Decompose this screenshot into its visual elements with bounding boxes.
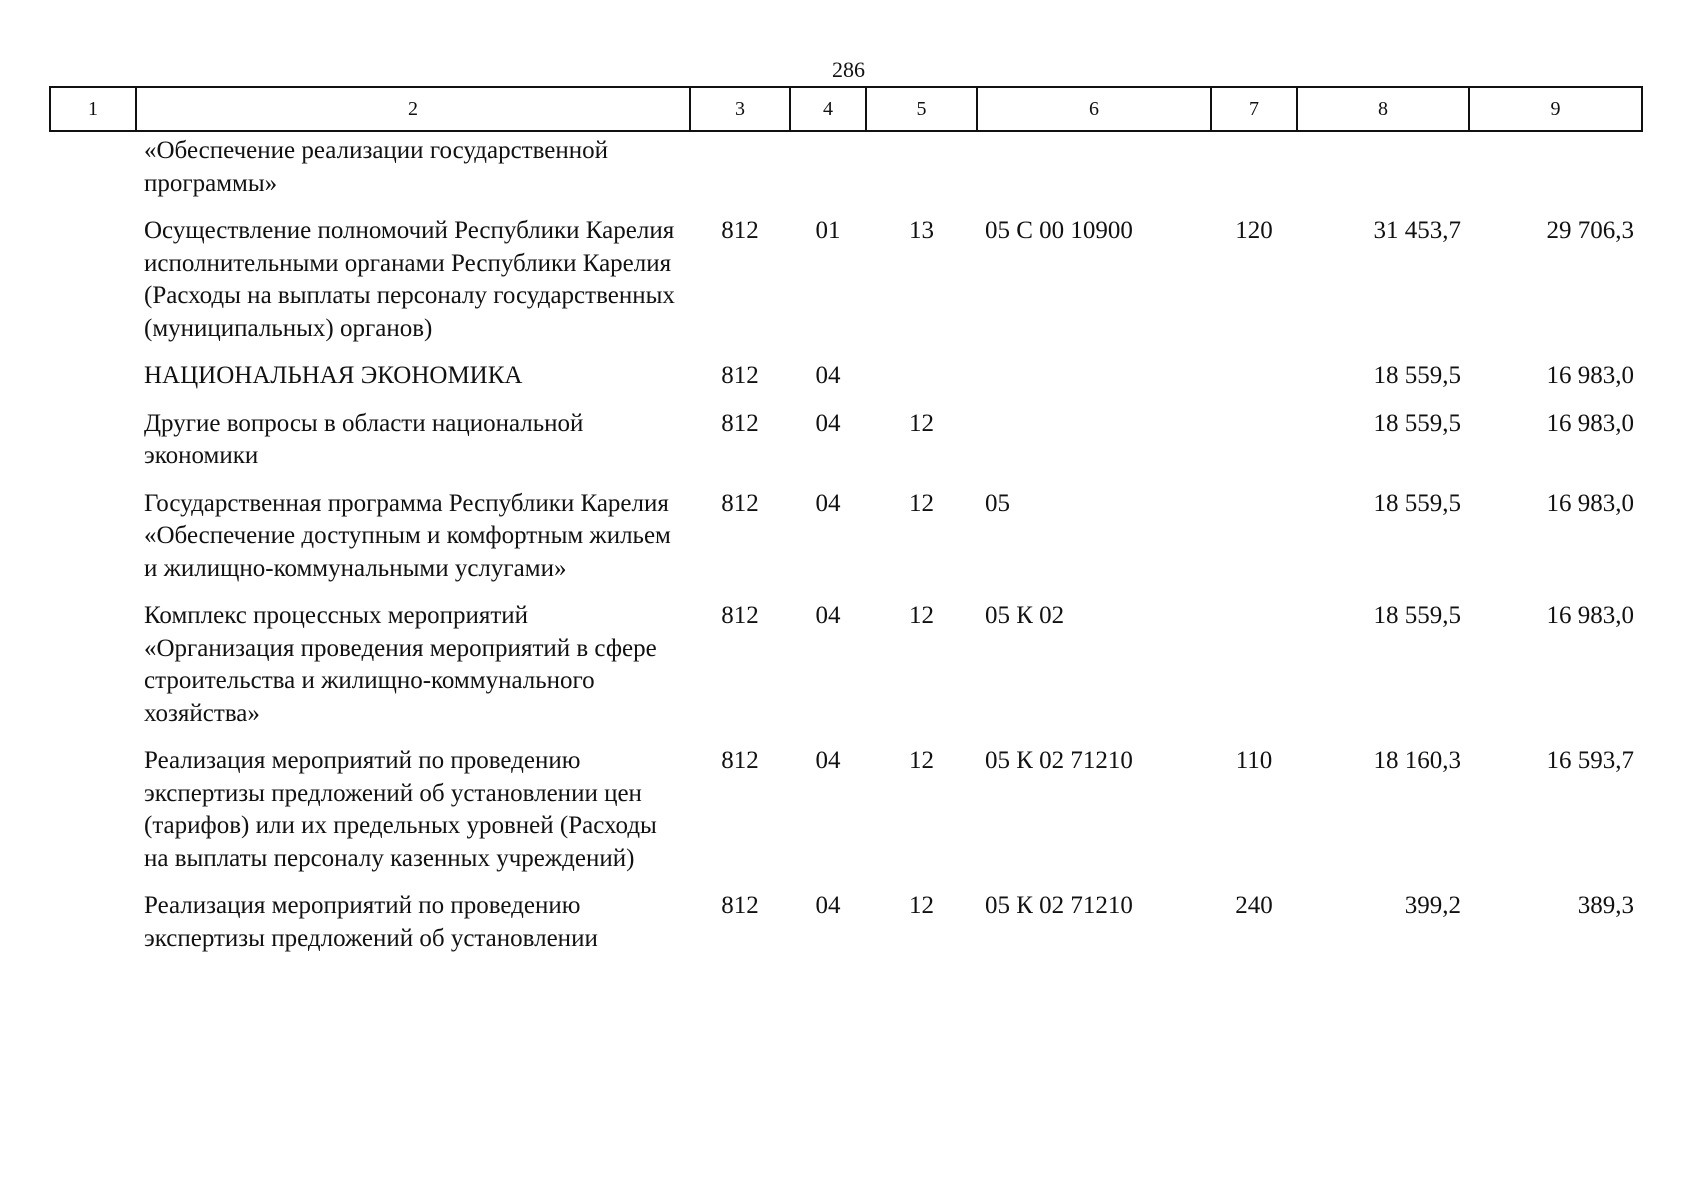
- subsection-cell: [866, 131, 977, 215]
- expense-type-cell: 240: [1235, 892, 1273, 919]
- row-number-cell: [50, 745, 136, 890]
- expense-type-cell: [1211, 408, 1297, 488]
- column-number-header: 9: [1469, 87, 1642, 131]
- amount-cell-col8: 31 453,7: [1373, 217, 1461, 244]
- target-article-cell: [977, 408, 1211, 488]
- column-number-header: 1: [50, 87, 136, 131]
- target-article-cell: 05 К 02: [985, 602, 1065, 629]
- grbs-cell: 812: [721, 489, 759, 517]
- section-cell: 04: [815, 409, 841, 437]
- row-number-cell: [50, 408, 136, 488]
- column-number-header: 8: [1297, 87, 1469, 131]
- section-cell: 01: [815, 217, 841, 244]
- target-article-cell: 05 К 02 71210: [985, 747, 1133, 774]
- column-number-header: 6: [977, 87, 1211, 131]
- column-number-header: 2: [136, 87, 690, 131]
- budget-table: [49, 86, 1643, 970]
- amount-cell-col8: [1297, 131, 1469, 215]
- grbs-cell: 812: [721, 362, 759, 389]
- amount-cell-col8: 18 559,5: [1373, 362, 1461, 389]
- amount-cell-col9: 16 983,0: [1546, 602, 1634, 629]
- page-number: 286: [832, 57, 865, 82]
- expense-name-cell: Другие вопросы в области национальной экономики: [144, 409, 584, 469]
- subsection-cell: 12: [909, 489, 934, 517]
- row-number-cell: [50, 890, 136, 970]
- amount-cell-col8: 18 160,3: [1373, 747, 1461, 774]
- amount-cell-col9: 16 593,7: [1546, 747, 1634, 774]
- amount-cell-col8: 399,2: [1404, 892, 1461, 919]
- row-number-cell: [50, 600, 136, 745]
- amount-cell-col9: 16 983,0: [1546, 409, 1634, 437]
- amount-cell-col8: 18 559,5: [1373, 409, 1461, 437]
- row-number-cell: [50, 131, 136, 215]
- subsection-cell: 12: [909, 602, 934, 629]
- expense-type-cell: [1211, 600, 1297, 745]
- subsection-cell: 12: [909, 747, 934, 774]
- table-header-row: [50, 87, 1642, 131]
- amount-cell-col8: 18 559,5: [1373, 489, 1461, 517]
- subsection-cell: 12: [909, 409, 934, 437]
- table-row: [50, 488, 1642, 601]
- expense-type-cell: 110: [1235, 747, 1273, 774]
- section-cell: 04: [815, 602, 841, 629]
- table-row: [50, 745, 1642, 890]
- expense-name-cell: Реализация мероприятий по проведению экспертизы предложений об установлении: [144, 892, 598, 952]
- amount-cell-col9: 29 706,3: [1546, 217, 1634, 244]
- column-number-header: 4: [790, 87, 866, 131]
- target-article-cell: [977, 360, 1211, 408]
- row-number-cell: [50, 360, 136, 408]
- subsection-cell: 13: [909, 217, 934, 244]
- expense-name-cell: «Обеспечение реализации государственной программы»: [144, 137, 608, 197]
- row-number-cell: [50, 215, 136, 360]
- expense-name-cell: Государственная программа Республики Карелия «Обеспечение доступным и комфортным жильем и жилищно-коммунальными услугами»: [144, 489, 671, 582]
- amount-cell-col8: 18 559,5: [1373, 602, 1461, 629]
- grbs-cell: 812: [721, 892, 759, 919]
- target-article-cell: 05 К 02 71210: [985, 892, 1133, 919]
- section-cell: 04: [815, 489, 841, 517]
- grbs-cell: 812: [721, 217, 759, 244]
- expense-name-cell: Реализация мероприятий по проведению экспертизы предложений об установлении цен (тарифов) или их предельных уровней (Расходы на выплаты персоналу казенных учреждений): [144, 747, 657, 872]
- column-number-header: 7: [1211, 87, 1297, 131]
- table-row: [50, 131, 1642, 215]
- table-row: [50, 360, 1642, 408]
- table-row: [50, 600, 1642, 745]
- amount-cell-col9: 16 983,0: [1546, 489, 1634, 517]
- amount-cell-col9: [1469, 131, 1642, 215]
- section-cell: [790, 131, 866, 215]
- section-cell: 04: [815, 362, 841, 389]
- subsection-cell: 12: [909, 892, 934, 919]
- grbs-cell: 812: [721, 747, 759, 774]
- table-row: [50, 215, 1642, 360]
- table-row: [50, 890, 1642, 970]
- target-article-cell: 05: [985, 489, 1010, 517]
- expense-name-cell: НАЦИОНАЛЬНАЯ ЭКОНОМИКА: [144, 362, 523, 389]
- target-article-cell: [977, 131, 1211, 215]
- table-row: [50, 408, 1642, 488]
- subsection-cell: [866, 360, 977, 408]
- amount-cell-col9: 16 983,0: [1546, 362, 1634, 389]
- row-number-cell: [50, 488, 136, 601]
- expense-type-cell: 120: [1235, 217, 1273, 244]
- expense-type-cell: [1211, 488, 1297, 601]
- grbs-cell: 812: [721, 602, 759, 629]
- column-number-header: 3: [690, 87, 790, 131]
- grbs-cell: [690, 131, 790, 215]
- column-number-header: 5: [866, 87, 977, 131]
- amount-cell-col9: 389,3: [1577, 892, 1634, 919]
- section-cell: 04: [815, 747, 841, 774]
- expense-name-cell: Осуществление полномочий Республики Карелия исполнительными органами Республики Карелия (Расходы на выплаты персоналу государственных (муниципальных) органов): [144, 217, 675, 342]
- expense-name-cell: Комплекс процессных мероприятий «Организация проведения мероприятий в сфере строительства и жилищно-коммунального хозяйства»: [144, 602, 657, 727]
- expense-type-cell: [1211, 131, 1297, 215]
- expense-type-cell: [1211, 360, 1297, 408]
- grbs-cell: 812: [721, 409, 759, 437]
- section-cell: 04: [815, 892, 841, 919]
- target-article-cell: 05 С 00 10900: [985, 217, 1133, 244]
